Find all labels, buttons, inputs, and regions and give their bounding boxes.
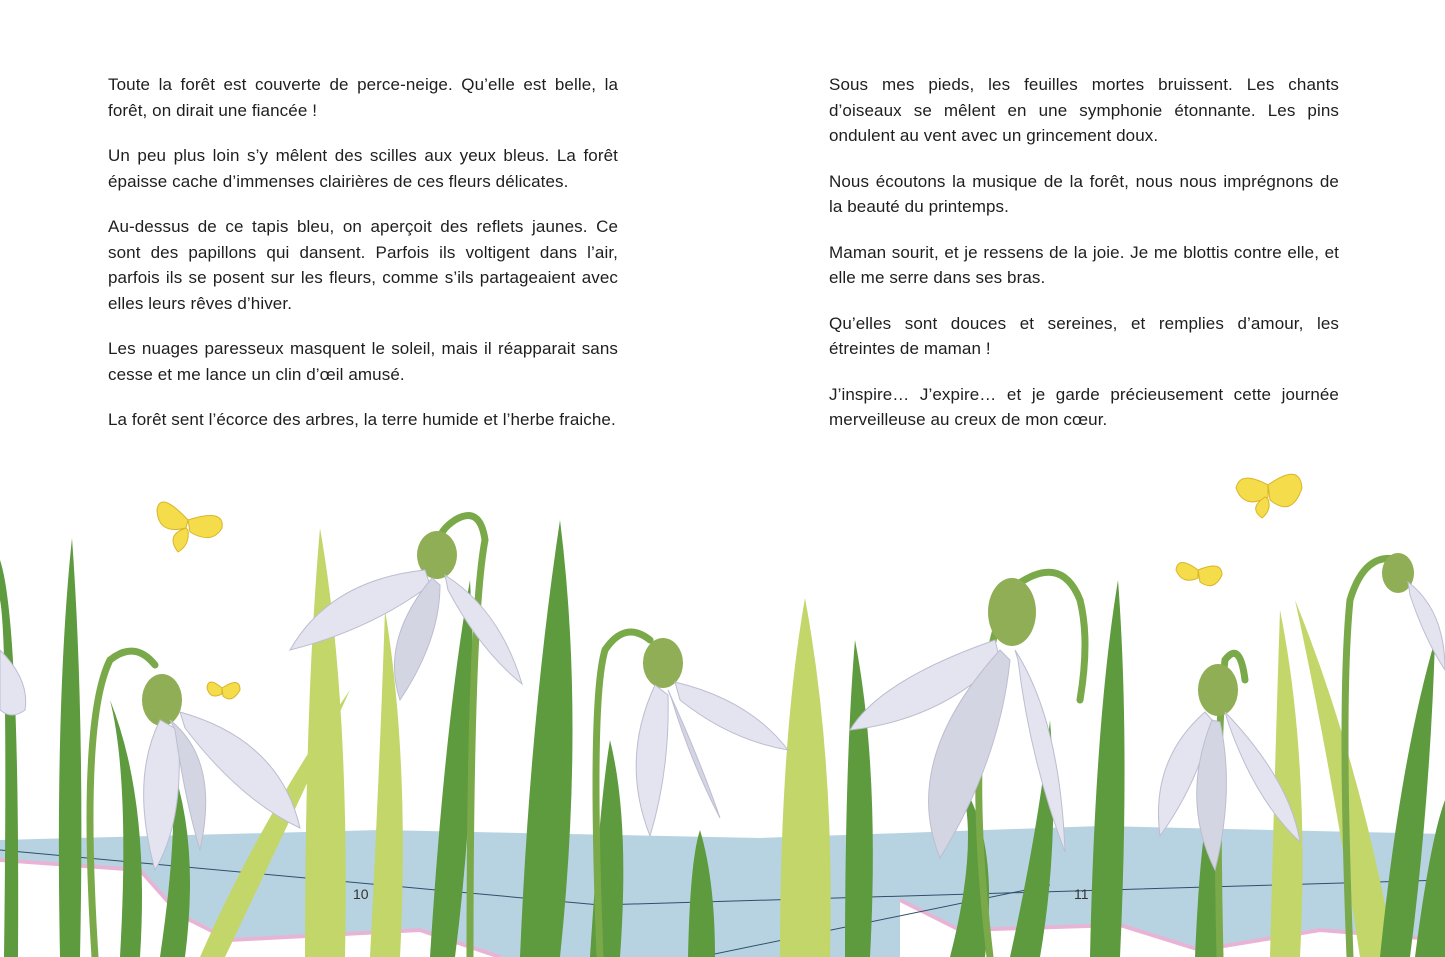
right-text-block <box>829 72 1339 453</box>
left-paragraph-3: Au-dessus de ce tapis bleu, on aperçoit des reflets jaunes. Ce sont des papillons qui dansent. Parfois ils voltigent dans l’air, parfois ils se posent sur les fleurs, comme s’ils partageaient avec elles leurs rêves d’hiver. <box>108 217 618 313</box>
right-paragraph-4: Qu’elles sont douces et sereines, et remplies d’amour, les étreintes de maman ! <box>829 313 1339 358</box>
left-paragraph-1: Toute la forêt est couverte de perce-neige. Qu’elle est belle, la forêt, on dirait une fiancée ! <box>108 75 618 120</box>
left-text-block <box>108 72 618 453</box>
page-number-left: 10 <box>353 886 369 902</box>
right-paragraph-1: Sous mes pieds, les feuilles mortes bruissent. Les chants d’oiseaux se mêlent en une symphonie étonnante. Les pins ondulent au vent avec un grincement doux. <box>829 75 1339 145</box>
butterfly-icon <box>1236 474 1302 518</box>
butterfly-icon <box>157 502 222 552</box>
right-paragraph-3: Maman sourit, et je ressens de la joie. Je me blottis contre elle, et elle me serre dans ses bras. <box>829 242 1339 287</box>
butterfly-icon <box>207 682 240 699</box>
left-paragraph-2: Un peu plus loin s’y mêlent des scilles aux yeux bleus. La forêt épaisse cache d’immenses clairières de ces fleurs délicates. <box>108 146 618 191</box>
left-paragraph-5: La forêt sent l’écorce des arbres, la terre humide et l’herbe fraiche. <box>108 410 616 429</box>
snowdrop-illustration <box>0 440 1445 957</box>
butterfly-icon <box>1176 563 1222 586</box>
right-paragraph-5: J’inspire… J’expire… et je garde précieusement cette journée merveilleuse au creux de mon cœur. <box>829 384 1339 429</box>
snowdrop-flowers <box>0 531 1445 870</box>
page-number-right: 11 <box>1074 886 1089 902</box>
right-paragraph-2: Nous écoutons la musique de la forêt, nous nous imprégnons de la beauté du printemps. <box>829 171 1339 216</box>
left-paragraph-4: Les nuages paresseux masquent le soleil, mais il réapparait sans cesse et me lance un clin d’œil amusé. <box>108 339 618 384</box>
